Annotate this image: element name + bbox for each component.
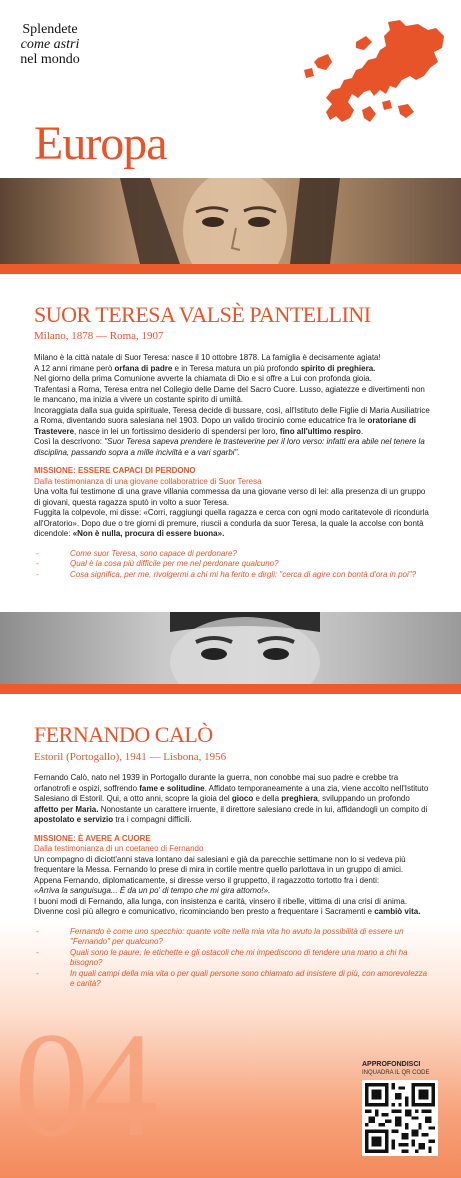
qr-code-icon[interactable] <box>362 1080 438 1156</box>
orange-divider <box>0 684 461 694</box>
question-item: - Quali sono le paure, le etichette e gli ostacoli che mi impediscono di tendere una mano a chi ha bisogno? <box>34 948 430 969</box>
person2-name: FERNANDO CALÒ <box>34 722 213 747</box>
approfondisci-label <box>362 1060 429 1078</box>
paragraph: Appena Fernando, diplomaticamente, si diresse verso il gruppetto, il ragazzotto tortotto fra i denti: <box>34 875 380 885</box>
portrait-photo-teresa <box>0 178 461 264</box>
orange-divider <box>0 264 461 274</box>
paragraph: I buoni modi di Fernando, alla lunga, con insistenza e carità, vinsero il ribelle, vittima di una crisi di anima. Divenne così più allegro e comunicativo, ricominciando ben presto a frequentare i Sacramenti e cambiò vita. <box>34 896 421 916</box>
paragraph: Trafentasi a Roma, Teresa entra nel Collegio delle Dame del Sacro Cuore. Lusso, agiatezze e divertimenti non le mancano, ma inizia a vivere un costante spirito di umiltà. <box>34 384 425 404</box>
paragraph: Milano è la città natale di Suor Teresa: nasce il 10 ottobre 1878. La famiglia è decisamente agiata! <box>34 353 381 362</box>
portrait-photo-fernando <box>0 612 461 684</box>
question-item: - Come suor Teresa, sono capace di perdonare? <box>34 549 430 560</box>
person2-subtitle: Estoril (Portogallo), 1941 — Lisbona, 1956 <box>34 751 227 763</box>
paragraph: Fuggita la colpevole, mi disse: «Corri, raggiungi quella ragazza e cerca con ogni modo caritatevole di ricondurla all'Oratorio». Dopo due o tre giorni di premure, riuscii a condurla da suor Teresa, la quale la accolse con bontà dicendole: «Non è nulla, procura di essere buona». <box>34 508 429 538</box>
tagline-line3: nel mondo <box>20 52 80 67</box>
mission-title: MISSIONE: È AVERE A CUORE <box>34 833 151 843</box>
tagline-line2: come astri <box>20 37 80 52</box>
approfondisci-title: APPROFONDISCI <box>362 1061 421 1068</box>
portrait-illustration <box>0 178 461 264</box>
poster-number: 04 <box>14 1002 152 1168</box>
question-item: - Qual è la cosa più difficile per me nel perdonare qualcuno? <box>34 559 430 570</box>
portrait-illustration <box>0 612 461 684</box>
reflection-questions <box>34 927 430 990</box>
paragraph: Incoraggiata dalla sua guida spirituale, Teresa decide di bussare, così, all'Istituto delle Figlie di Maria Ausiliatrice a Roma, diventando suora salesiana nel 1903. Dopo un valido tirocinio come educatrice fra le oratoriane di Trastevere, nasce in lei un fortissimo desiderio di spendersi per loro, fino all'ultimo respiro. <box>34 405 430 436</box>
paragraph: A 12 anni rimane però orfana di padre e in Teresa matura un più profondo spirito di preghiera. <box>34 363 376 373</box>
paragraph: Una volta fui testimone di una grave villania commessa da una giovane verso di lei: alla presenza di un gruppo di giovani, questa ragazza sputò in volto a suor Teresa. <box>34 487 426 507</box>
paragraph: Un compagno di diciott'anni stava lontano dai salesiani e già da parecchie settimane non lo si vedeva più frequentare la Messa. Fernando lo prese di mira in cortile mentre quello parlottava in un gruppo di amici. <box>34 854 406 874</box>
person1-subtitle: Milano, 1878 — Roma, 1907 <box>34 330 164 342</box>
mission-subtitle: Dalla testimonianza di un coetaneo di Fernando <box>34 844 204 853</box>
person2-body <box>34 773 430 990</box>
mission-title: MISSIONE: ESSERE CAPACI DI PERDONO <box>34 466 196 475</box>
mission-subtitle: Dalla testimonianza di una giovane collaboratrice di Suor Teresa <box>34 476 262 486</box>
page-title: Europa <box>34 117 167 170</box>
question-item: - In quali campi della mia vita o per quali persone sono chiamato ad insistere di più, con amorevolezza e carità? <box>34 969 430 990</box>
paragraph: «Arriva la sanguisuga... È da un po' di tempo che mi gira attorno!». <box>34 886 271 895</box>
tagline-line1: Splendete <box>22 22 78 37</box>
question-item: - Cosa significa, per me, rivolgermi a chi mi ha ferito e dirgli: "cerca di agire con bontà d'ora in poi"? <box>34 570 430 581</box>
person1-body <box>34 353 430 580</box>
tagline <box>18 22 82 67</box>
paragraph: Fernando Calò, nato nel 1939 in Portogallo durante la guerra, non conobbe mai suo padre e crebbe tra orfanotrofi e ospizi, soffrendo fame e solitudine. Affidato temporaneamente a una zia, viene accolto nell'Istituto Salesiano di Estoril. Qui, a otto anni, scopre la gioia del gioco e della preghiera, sviluppando un profondo affetto per Maria. Nonostante un carattere irruente, il direttore salesiano crede in lui, affidandogli un compito di apostolato e servizio tra i compagni difficili. <box>34 773 429 824</box>
europe-map-icon <box>296 18 446 130</box>
person1-name: SUOR TERESA VALSÈ PANTELLINI <box>34 302 371 327</box>
qr-code-graphic <box>365 1083 435 1153</box>
paragraph: Nel giorno della prima Comunione avverte la chiamata di Dio e si offre a Lui con profonda gioia. <box>34 374 372 383</box>
qr-hint: INQUADRA IL QR CODE <box>362 1070 430 1076</box>
question-item: - Fernando è come uno specchio: quante volte nella mia vita ho avuto la possibilità di essere un "Fernando" per qualcuno? <box>34 927 430 948</box>
reflection-questions <box>34 549 430 581</box>
paragraph: Così la descrivono: "Suor Teresa sapeva prendere le trasteverine per il loro verso: infatti era abile nel tenere la disciplina, passando sopra a mille inciviltà e a vari sgarbi". <box>34 437 425 457</box>
